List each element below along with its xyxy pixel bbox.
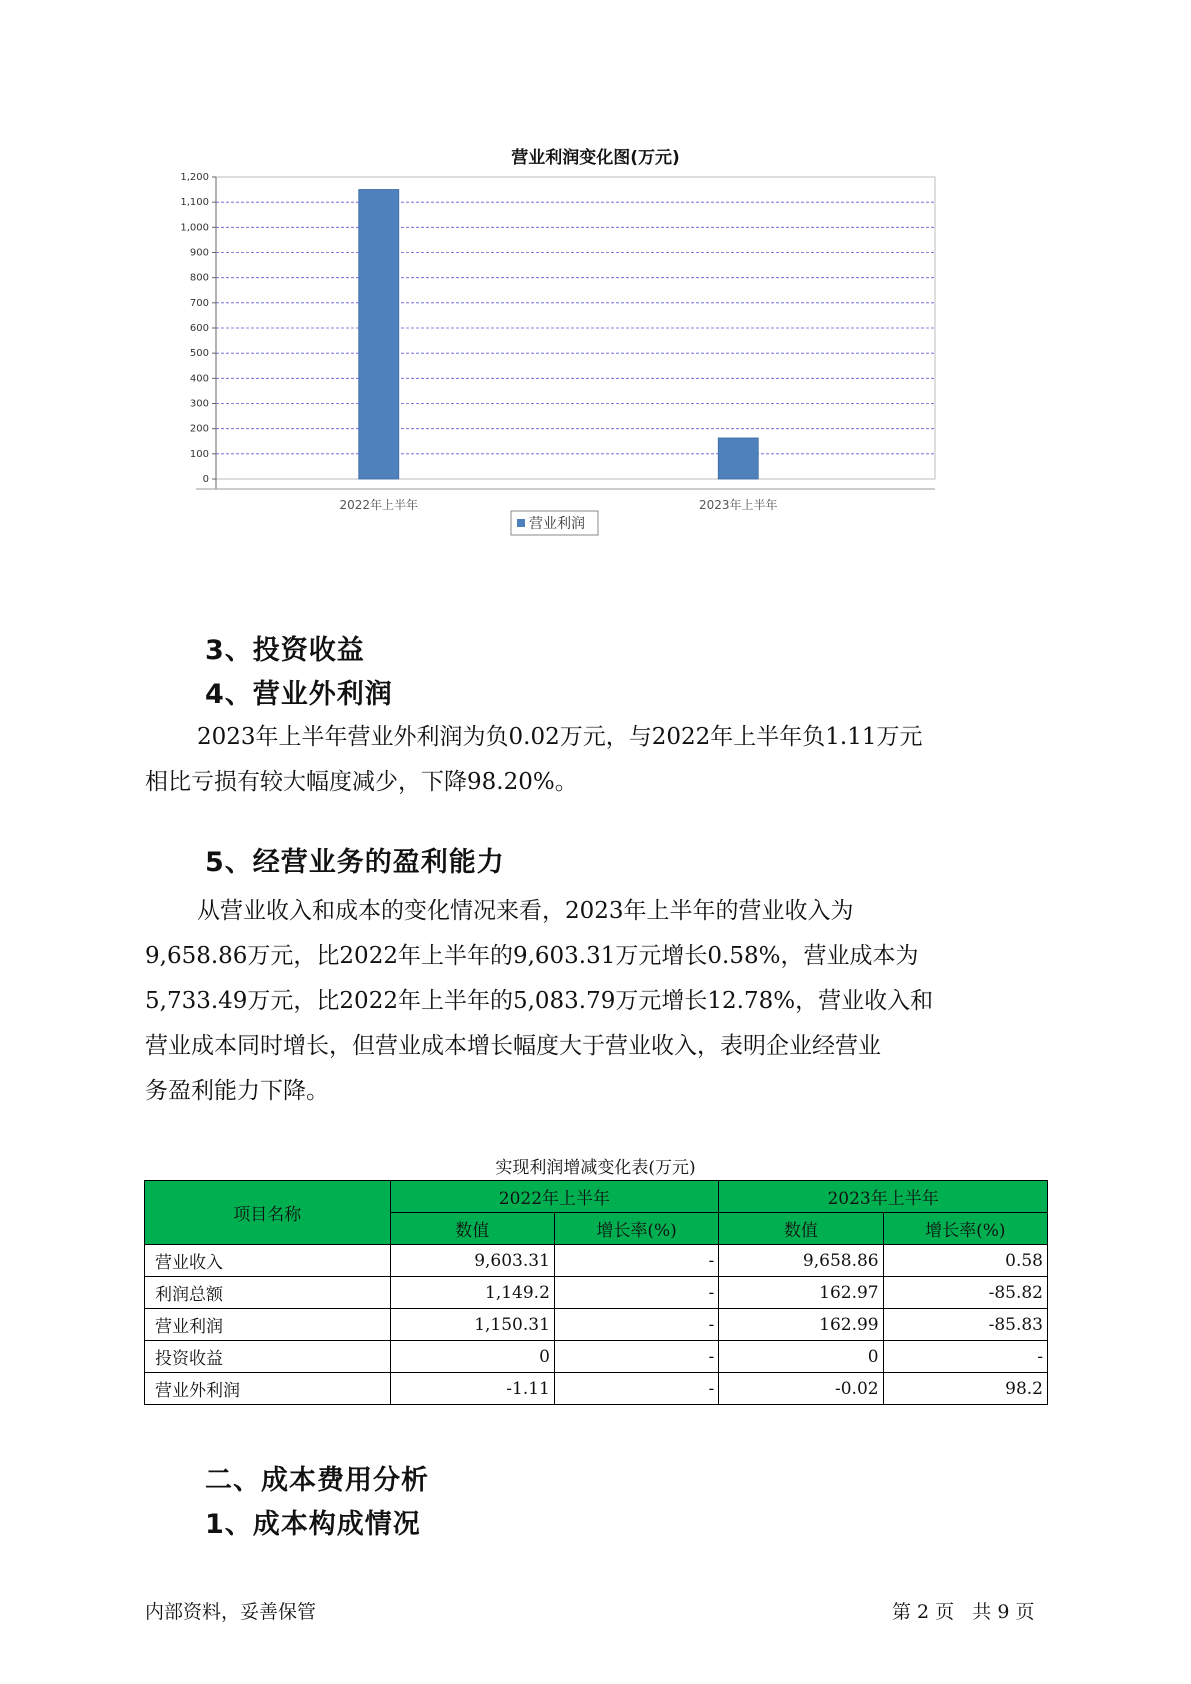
header-period-2022: 2022年上半年 (390, 1181, 719, 1213)
rate-2022: - (554, 1245, 718, 1277)
row-name: 营业收入 (145, 1245, 391, 1277)
table-row (145, 1277, 1048, 1309)
rate-2023: -85.82 (883, 1277, 1047, 1309)
rate-2022: - (554, 1309, 718, 1341)
y-tick-label: 900 (189, 247, 209, 259)
value-2022: -1.11 (390, 1373, 554, 1405)
y-tick-label: 300 (189, 398, 209, 410)
value-2022: 1,150.31 (390, 1309, 554, 1341)
rate-2023: 98.2 (883, 1373, 1047, 1405)
y-tick-label: 200 (189, 423, 209, 435)
value-2022: 0 (390, 1341, 554, 1373)
y-tick-label: 600 (189, 323, 209, 334)
legend-swatch (517, 519, 525, 527)
table-row (145, 1373, 1048, 1405)
y-tick-label: 1,200 (180, 172, 209, 183)
value-2023: 9,658.86 (719, 1245, 883, 1277)
rate-2023: - (883, 1341, 1047, 1373)
value-2023: 0 (719, 1341, 883, 1373)
y-tick-label: 1,000 (180, 222, 209, 234)
rate-2023: -85.83 (883, 1309, 1047, 1341)
paragraph-line: 5,733.49万元，比2022年上半年的5,083.79万元增长12.78%，营业收入和 (145, 988, 934, 1014)
header-rate: 增长率(%) (554, 1213, 718, 1245)
heading-investment-income: 3、投资收益 (205, 635, 365, 666)
x-tick-label: 2023年上半年 (698, 498, 778, 512)
rate-2023: 0.58 (883, 1245, 1047, 1277)
row-name: 利润总额 (145, 1277, 391, 1309)
legend-label: 营业利润 (529, 516, 585, 532)
table-caption: 实现利润增减变化表(万元) (495, 1158, 696, 1178)
row-name: 投资收益 (145, 1341, 391, 1373)
y-tick-label: 0 (202, 474, 209, 485)
row-name: 营业利润 (145, 1309, 391, 1341)
paragraph-line: 相比亏损有较大幅度减少，下降98.20%。 (145, 769, 578, 795)
paragraph-line: 2023年上半年营业外利润为负0.02万元，与2022年上半年负1.11万元 (197, 724, 923, 750)
operating-profit-bar-chart (160, 172, 960, 552)
rate-2022: - (554, 1373, 718, 1405)
value-2022: 9,603.31 (390, 1245, 554, 1277)
header-rate: 增长率(%) (883, 1213, 1047, 1245)
table-row (145, 1341, 1048, 1373)
heading-non-operating-profit: 4、营业外利润 (205, 679, 393, 710)
heading-cost-analysis: 二、成本费用分析 (205, 1465, 429, 1496)
table-row (145, 1245, 1048, 1277)
value-2023: -0.02 (719, 1373, 883, 1405)
footer-confidential-note: 内部资料，妥善保管 (145, 1601, 317, 1623)
y-tick-label: 700 (189, 297, 209, 309)
header-period-2023: 2023年上半年 (719, 1181, 1048, 1213)
footer-page-number: 第 2 页 共 9 页 (892, 1601, 1035, 1623)
y-tick-label: 400 (189, 373, 209, 385)
heading-cost-composition: 1、成本构成情况 (205, 1509, 421, 1540)
paragraph-profitability (145, 889, 1045, 1114)
value-2023: 162.99 (719, 1309, 883, 1341)
bar (718, 438, 758, 479)
paragraph-non-operating-profit (145, 715, 1045, 805)
row-name: 营业外利润 (145, 1373, 391, 1405)
y-tick-label: 800 (189, 272, 209, 284)
y-tick-label: 1,100 (180, 197, 209, 209)
y-tick-label: 100 (189, 448, 209, 460)
value-2022: 1,149.2 (390, 1277, 554, 1309)
header-value: 数值 (719, 1213, 883, 1245)
y-tick-label: 500 (189, 348, 209, 360)
x-tick-label: 2022年上半年 (339, 498, 419, 512)
chart-title: 营业利润变化图(万元) (511, 148, 680, 168)
header-item-name: 项目名称 (145, 1181, 391, 1245)
paragraph-line: 务盈利能力下降。 (145, 1078, 329, 1104)
header-value: 数值 (390, 1213, 554, 1245)
table-row (145, 1309, 1048, 1341)
heading-profitability: 5、经营业务的盈利能力 (205, 847, 505, 878)
paragraph-line: 营业成本同时增长，但营业成本增长幅度大于营业收入，表明企业经营业 (145, 1033, 881, 1059)
rate-2022: - (554, 1341, 718, 1373)
value-2023: 162.97 (719, 1277, 883, 1309)
bar (359, 190, 399, 479)
rate-2022: - (554, 1277, 718, 1309)
profit-change-table (144, 1180, 1048, 1405)
paragraph-line: 9,658.86万元，比2022年上半年的9,603.31万元增长0.58%，营业成本为 (145, 943, 919, 969)
paragraph-line: 从营业收入和成本的变化情况来看，2023年上半年的营业收入为 (197, 898, 854, 924)
